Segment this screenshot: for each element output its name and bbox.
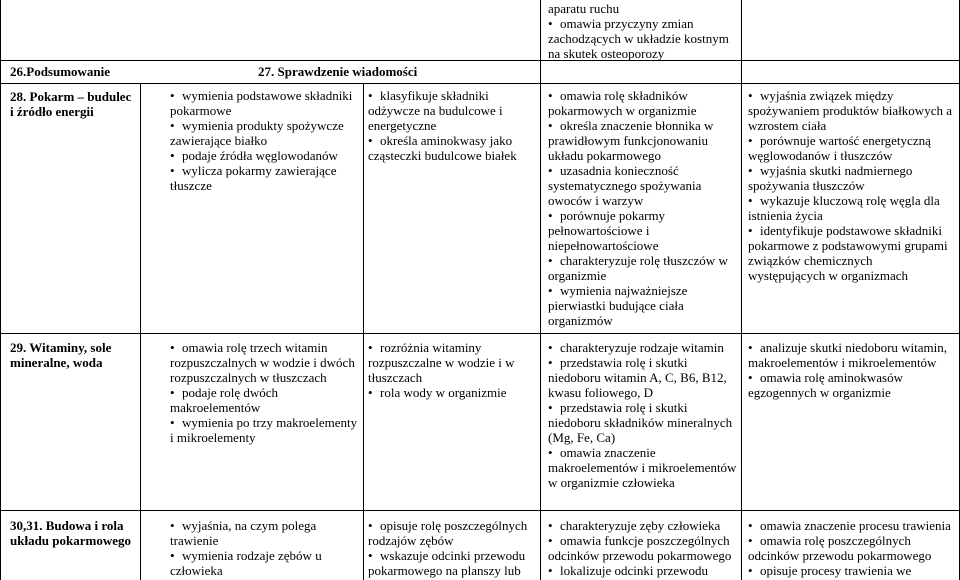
- list-item: • omawia przyczyny zmian zachodzących w układzie kostnym na skutek osteoporozy: [548, 16, 729, 61]
- list-item: • przedstawia rolę i skutki niedoboru witamin A, C, B6, B12, kwasu foliowego, D: [548, 355, 727, 400]
- list-item: • porównuje pokarmy pełnowartościowe i niepełnowartościowe: [548, 208, 666, 253]
- row-28-col-full: [548, 88, 738, 328]
- rule-below-header: [0, 83, 960, 84]
- col-rule-2: [140, 84, 141, 580]
- row-30-31-col-extended: [368, 518, 538, 578]
- list-item: • uzasadnia konieczność systematycznego spożywania owoców i warzyw: [548, 163, 702, 208]
- list-item: • omawia rolę składników pokarmowych w organizmie: [548, 88, 697, 118]
- row-30-31-title: 30,31. Budowa i rola układu pokarmowego: [10, 518, 131, 548]
- list-item: • przedstawia rolę i skutki niedoboru składników mineralnych (Mg, Fe, Ca): [548, 400, 733, 445]
- list-item: • omawia rolę poszczególnych odcinków przewodu pokarmowego: [748, 533, 932, 563]
- list-item: • porównuje wartość energetyczną węglowodanów i tłuszczów: [748, 133, 931, 163]
- row-29-col-advanced: [748, 340, 953, 400]
- row-30-31-col-full: [548, 518, 738, 578]
- list-item: • wyjaśnia skutki nadmiernego spożywania tłuszczów: [748, 163, 913, 193]
- row-28-col-basic: [170, 88, 360, 193]
- list-item: • wskazuje odcinki przewodu pokarmowego na planszy lub: [368, 548, 526, 578]
- row-30-31-col-advanced: [748, 518, 953, 578]
- list-item: • omawia rolę trzech witamin rozpuszczalnych w wodzie i dwóch rozpuszczalnych w tłuszczach: [170, 340, 355, 385]
- list-item: • opisuje rolę poszczególnych rodzajów zębów: [368, 518, 528, 548]
- list-item: • wyjaśnia związek między spożywaniem produktów białkowych a wzrostem ciała: [748, 88, 952, 133]
- list-item: • wymienia najważniejsze pierwiastki budujące ciała organizmów: [548, 283, 688, 328]
- rule-top-header: [0, 60, 960, 61]
- list-item: • określa aminokwasy jako cząsteczki budulcowe białek: [368, 133, 517, 163]
- list-item: • wylicza pokarmy zawierające tłuszcze: [170, 163, 337, 193]
- list-item: • określa znaczenie błonnika w prawidłowym funkcjonowaniu układu pokarmowego: [548, 118, 714, 163]
- list-item: • podaje źródła węglowodanów: [170, 148, 338, 163]
- row-29-col-full: [548, 340, 738, 490]
- list-item: • charakteryzuje rodzaje witamin: [548, 340, 724, 355]
- list-item: • wykazuje kluczową rolę węgla dla istnienia życia: [748, 193, 940, 223]
- list-item: • wymienia produkty spożywcze zawierające białko: [170, 118, 344, 148]
- carryover-cell: [548, 1, 738, 61]
- list-item: • lokalizuje odcinki przewodu: [548, 563, 709, 578]
- list-item: • rozróżnia witaminy rozpuszczalne w wodzie i w tłuszczach: [368, 340, 515, 385]
- list-item: • omawia znaczenie makroelementów i mikroelementów w organizmie człowieka: [548, 445, 737, 490]
- row-28-col-advanced: [748, 88, 953, 283]
- list-item: • wymienia podstawowe składniki pokarmowe: [170, 88, 353, 118]
- col-rule-4: [540, 0, 541, 580]
- row-29-col-extended: [368, 340, 538, 400]
- list-item: • wyjaśnia, na czym polega trawienie: [170, 518, 317, 548]
- list-item: • omawia rolę aminokwasów egzogennych w organizmie: [748, 370, 903, 400]
- row-28-title: 28. Pokarm – budulec i źródło energii: [10, 89, 132, 119]
- row-29-title: 29. Witaminy, sole mineralne, woda: [10, 340, 112, 370]
- list-item: • charakteryzuje rolę tłuszczów w organizmie: [548, 253, 728, 283]
- rule-row-29-bottom: [0, 510, 960, 511]
- list-item: • podaje rolę dwóch makroelementów: [170, 385, 279, 415]
- list-item: • wymienia rodzaje zębów u człowieka: [170, 548, 322, 578]
- list-item: • charakteryzuje zęby człowieka: [548, 518, 721, 533]
- col-rule-5: [741, 0, 742, 580]
- list-item: • identyfikuje podstawowe składniki pokarmowe z podstawowymi grupami związków chemicznych występujących w organizmach: [748, 223, 948, 283]
- list-item: • rola wody w organizmie: [368, 385, 507, 400]
- col-rule-3: [363, 84, 364, 580]
- list-item: • klasyfikuje składniki odżywcze na budulcowe i energetyczne: [368, 88, 503, 133]
- row-28-col-extended: [368, 88, 538, 163]
- rule-row-28-bottom: [0, 333, 960, 334]
- row-29-col-basic: [170, 340, 360, 445]
- carryover-line-1: aparatu ruchu: [548, 1, 620, 16]
- section-27-label: 27. Sprawdzenie wiadomości: [258, 64, 418, 79]
- list-item: • analizuje skutki niedoboru witamin, makroelementów i mikroelementów: [748, 340, 948, 370]
- col-rule-1: [0, 0, 1, 580]
- list-item: • omawia znaczenie procesu trawienia: [748, 518, 951, 533]
- list-item: • omawia funkcje poszczególnych odcinków przewodu pokarmowego: [548, 533, 732, 563]
- list-item: • opisuje procesy trawienia we: [748, 563, 912, 578]
- list-item: • wymienia po trzy makroelementy i mikroelementy: [170, 415, 358, 445]
- section-26-label: 26.Podsumowanie: [10, 64, 111, 79]
- row-30-31-col-basic: [170, 518, 360, 578]
